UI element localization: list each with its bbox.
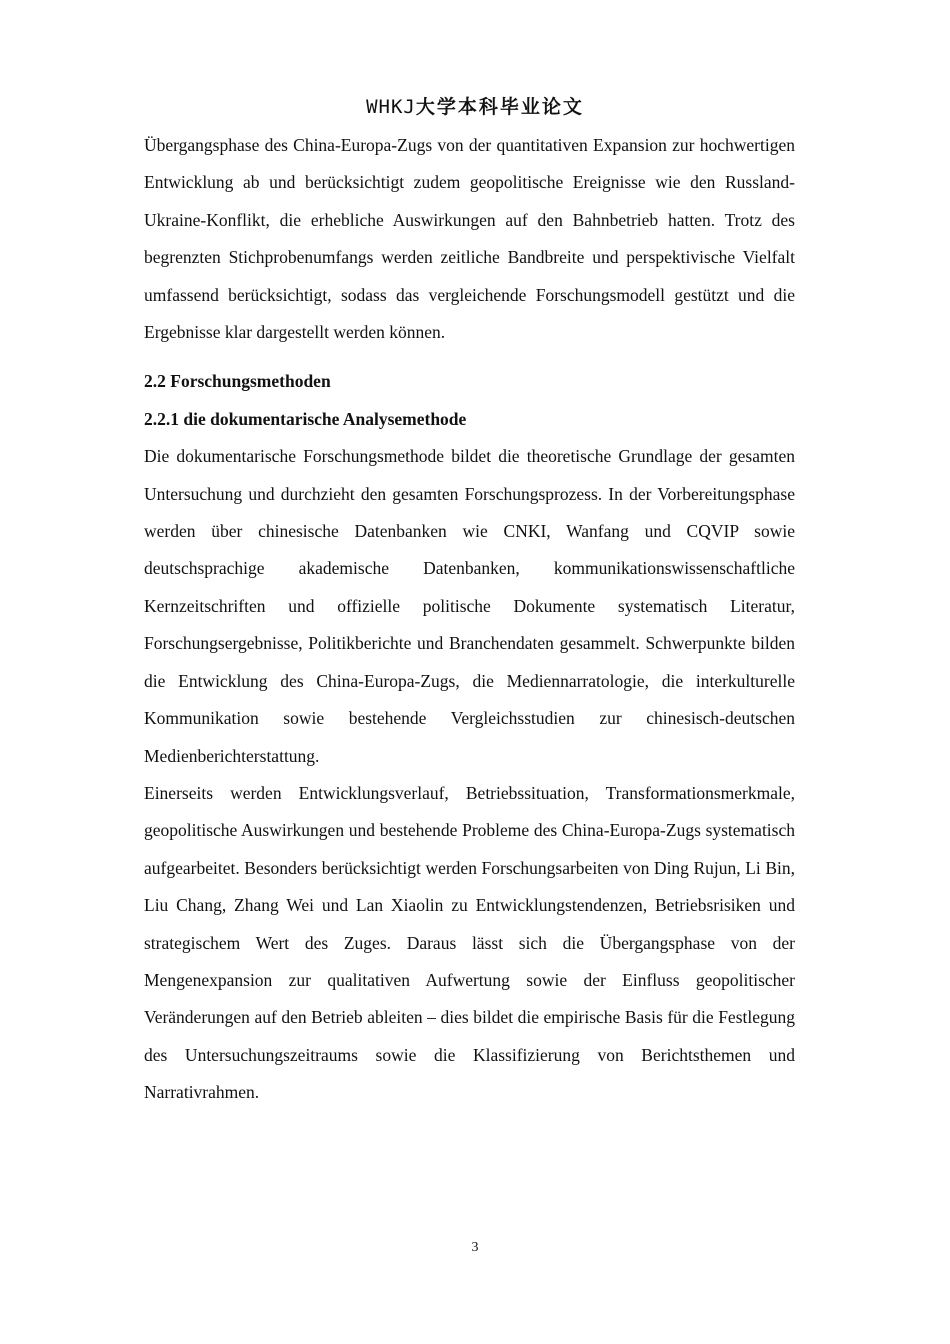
paragraph-sources: Einerseits werden Entwicklungsverlauf, Betriebssituation, Transformationsmerkmale, geopolitische Auswirkungen und bestehende Probleme des China-Europa-Zugs systematisch aufgearbeitet. Besonders berücksichtigt werden Forschungsarbeiten von Ding Rujun, Li Bin, Liu Chang, Zhang Wei und Lan Xiaolin zu Entwicklungstendenzen, Betriebsrisiken und strategischem Wert des Zuges. Daraus lässt sich die Übergangsphase von der Mengenexpansion zur qualitativen Aufwertung sowie der Einfluss geopolitischer Veränderungen auf den Betrieb ableiten – dies bildet die empirische Basis für die Festlegung des Untersuchungszeitraums sowie die Klassifizierung von Berichtsthemen und Narrativrahmen. [144, 782, 795, 1103]
header-latin: WHKJ [366, 96, 416, 118]
paragraph-intro: Übergangsphase des China-Europa-Zugs von der quantitativen Expansion zur hochwertigen Entwicklung ab und berücksichtigt zudem geopolitische Ereignisse wie den Russland-Ukraine-Konflikt, die erhebliche Auswirkungen auf den Bahnbetrieb hatten. Trotz des begrenzten Stichprobenumfangs werden zeitliche Bandbreite und perspektivische Vielfalt umfassend berücksichtigt, sodass das vergleichende Forschungsmodell gestützt und die Ergebnisse klar dargestellt werden können. [144, 135, 795, 343]
page-number: 3 [471, 1240, 479, 1255]
header-cjk: 大学本科毕业论文 [415, 96, 584, 118]
running-header [0, 94, 950, 120]
paragraph-methods: Die dokumentarische Forschungsmethode bildet die theoretische Grundlage der gesamten Untersuchung und durchzieht den gesamten Forschungsprozess. In der Vorbereitungsphase werden über chinesische Datenbanken wie CNKI, Wanfang und CQVIP sowie deutschsprachige akademische Datenbanken, kommunikationswissenschaftliche Kernzeitschriften und offizielle politische Dokumente systematisch Literatur, Forschungsergebnisse, Politikberichte und Branchendaten gesammelt. Schwerpunkte bilden die Entwicklung des China-Europa-Zugs, die Mediennarratologie, die interkulturelle Kommunikation sowie bestehende Vergleichsstudien zur chinesisch-deutschen Medienberichterstattung. [144, 446, 795, 766]
body-text [144, 127, 795, 1112]
section-heading: 2.2 Forschungsmethoden [144, 371, 331, 392]
subsection-heading: 2.2.1 die dokumentarische Analysemethode [144, 408, 467, 429]
